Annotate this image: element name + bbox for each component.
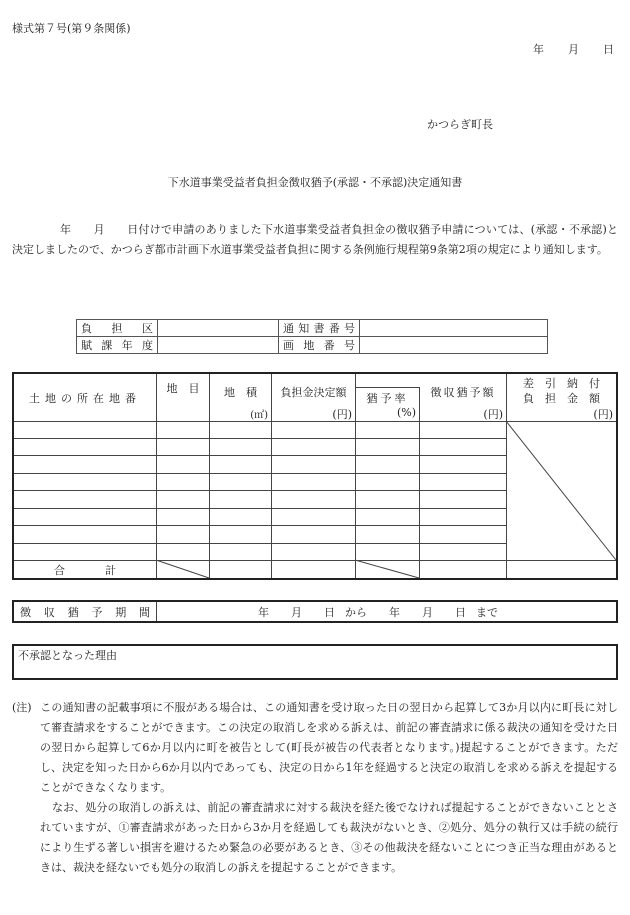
header-area: 地 積 — [224, 386, 257, 399]
info-table — [76, 319, 548, 354]
to-suffix: まで — [476, 606, 498, 619]
row-divider — [14, 473, 506, 474]
label-char: 猶 — [67, 606, 79, 619]
header-deferral-amount: 徴収猶予額 — [430, 386, 496, 399]
row-divider — [14, 525, 506, 526]
date-month: 月 — [568, 43, 579, 56]
to-year: 年 — [389, 606, 400, 619]
issue-date — [533, 41, 614, 57]
row-divider — [14, 543, 506, 544]
note-marker: (注) — [12, 701, 32, 714]
total-label-2: 計 — [105, 564, 116, 577]
levy-year-label — [77, 337, 158, 354]
label-char: 番 — [323, 339, 335, 352]
to-month: 月 — [422, 606, 433, 619]
land-table — [12, 372, 618, 580]
date-day: 日 — [603, 43, 614, 56]
total-label — [14, 562, 156, 578]
label-char: 画 — [283, 339, 294, 352]
col-divider — [271, 374, 272, 578]
burden-district-label-text — [81, 320, 153, 336]
body-paragraph: 年 月 日付けで申請のありました下水道事業受益者負担金の徴収猶予申請については、(承認・不承認)と決定しましたので、かつらぎ都市計画下水道事業受益者負担に関する条例施行規程第9条第2項の規定により通知します。 — [12, 223, 618, 256]
label-char: 番 — [328, 322, 340, 335]
form-number: 様式第７号(第９条関係) — [12, 22, 131, 35]
rejection-reason-label: 不承認となった理由 — [18, 649, 117, 662]
label-char: 知 — [298, 322, 310, 335]
label-char: 予 — [91, 606, 103, 619]
from-year: 年 — [258, 606, 269, 619]
from-day: 日 — [324, 606, 335, 619]
period-divider — [156, 602, 157, 621]
label-char: 間 — [138, 606, 150, 619]
header-net-payment-2: 負 担 金 額 — [523, 392, 600, 405]
label-char: 区 — [142, 322, 153, 335]
note-paragraph-1 — [12, 698, 618, 798]
label-char: 負 — [81, 322, 92, 335]
rejection-reason[interactable] — [12, 644, 618, 680]
period-label — [14, 604, 156, 620]
rate-total-strike — [355, 560, 419, 578]
rate-header-divider — [355, 387, 419, 388]
issuer: かつらぎ町長 — [427, 118, 493, 131]
burden-district-label — [77, 320, 158, 337]
row-divider — [14, 438, 506, 439]
notice-number-label — [279, 320, 360, 337]
label-char: 賦 — [81, 339, 92, 352]
date-year: 年 — [533, 43, 544, 56]
lot-number-field[interactable] — [360, 337, 548, 354]
header-deferral-rate: 猶予率 — [366, 392, 409, 405]
from-month: 月 — [291, 606, 302, 619]
net-payment-strike — [506, 421, 616, 560]
label-char: 徴 — [20, 606, 31, 619]
period-range[interactable] — [258, 604, 498, 620]
document-title: 下水道事業受益者負担金徴収猶予(承認・不承認)決定通知書 — [167, 176, 463, 189]
label-char: 収 — [43, 606, 55, 619]
note-text-1: この通知書の記載事項に不服がある場合は、この通知書を受け取った日の翌日から起算して3か月以内に町長に対して審査請求をすることができます。この決定の取消しを求める訴えは、前記の審査請求に係る裁決の通知を受けた日の翌日から起算して6か月以内に町を被告として(町長が被告の代表者となります。)提起することができます。ただし、決定を知った日から6か月以内であっても、決定の日から1年を経過すると決定の取消しを求める訴えを提起することができなくなります。 — [40, 701, 618, 794]
label-char: 担 — [111, 322, 123, 335]
total-label-1: 合 — [54, 564, 65, 577]
label-char: 通 — [283, 322, 294, 335]
land-category-total-strike — [156, 560, 209, 578]
header-deferral-amount-unit: (円) — [483, 408, 503, 421]
row-divider — [14, 455, 506, 456]
header-decided-amount-unit: (円) — [332, 408, 352, 421]
label-char: 度 — [141, 339, 153, 352]
col-divider — [156, 374, 157, 578]
from-suffix: から — [345, 606, 367, 619]
label-char: 号 — [343, 339, 355, 352]
label-char: 期 — [115, 606, 127, 619]
label-char: 年 — [121, 339, 133, 352]
lot-number-label — [279, 337, 360, 354]
total-divider — [14, 560, 616, 561]
row-divider — [14, 490, 506, 491]
notice-number-field[interactable] — [360, 320, 548, 337]
note-paragraph-2: なお、処分の取消しの訴えは、前記の審査請求に対する裁決を経た後でなければ提起することができないこととされていますが、①審査請求があった日から3か月を経過しても裁決がないとき、②処分、処分の執行又は手続の続行により生ずる著しい損害を避けるため緊急の必要があるとき、③その他裁決を経ないことにつき正当な理由があるときは、裁決を経ないでも処分の取消しの訴えを提起することができます。 — [40, 801, 618, 874]
row-divider — [14, 508, 506, 509]
header-area-unit: (㎡) — [250, 410, 268, 421]
note — [12, 698, 618, 878]
label-char: 課 — [101, 339, 113, 352]
label-char: 地 — [303, 339, 315, 352]
col-divider — [209, 374, 210, 578]
header-decided-amount: 負担金決定額 — [280, 386, 347, 399]
header-location: 土地の所在地番 — [29, 391, 141, 405]
levy-year-field[interactable] — [158, 337, 279, 354]
label-char: 書 — [313, 322, 325, 335]
header-net-payment-unit: (円) — [593, 408, 613, 421]
burden-district-field[interactable] — [158, 320, 279, 337]
header-deferral-rate-unit: (%) — [396, 406, 416, 419]
header-land-category: 地 目 — [166, 382, 200, 395]
deferral-period — [12, 600, 618, 623]
to-day: 日 — [455, 606, 466, 619]
label-char: 号 — [344, 322, 355, 335]
header-net-payment-1: 差 引 納 付 — [523, 377, 600, 390]
